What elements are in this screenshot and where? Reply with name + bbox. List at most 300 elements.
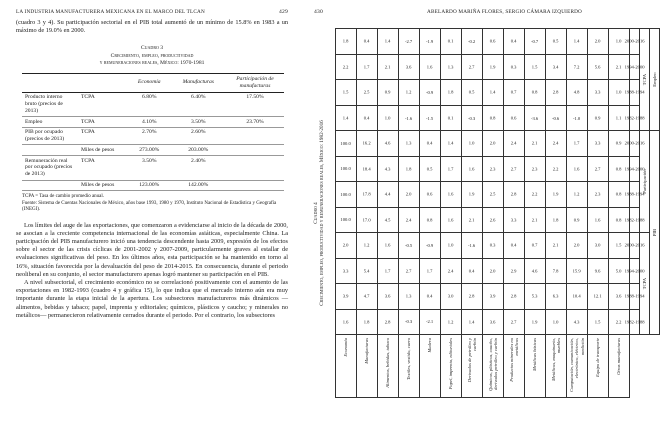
table-4-cell (441, 207, 462, 232)
cell-value: 3.9 (490, 293, 496, 299)
period-row (630, 29, 640, 398)
table-4-cell (546, 182, 567, 207)
cell-value: 1.4 (343, 115, 349, 121)
table-4-cell (462, 105, 483, 130)
table-4-cell (567, 131, 588, 156)
cell-value: 0.6 (490, 38, 496, 44)
table-3-caption (16, 45, 288, 67)
cell-value: 3.0 (448, 293, 454, 299)
table-3 (22, 73, 284, 191)
cell-value: 0.6 (511, 115, 517, 121)
table-4-cell (420, 309, 441, 334)
table-4-cell (399, 105, 420, 130)
cell-value: -0.2 (468, 38, 476, 44)
table-4-cell (546, 29, 567, 55)
table-4-cell (567, 309, 588, 334)
table-4-cell (378, 105, 399, 130)
table-4-cell (357, 29, 378, 55)
table-4-cell (399, 233, 420, 258)
table-4-cell (420, 258, 441, 283)
cell-value: 1.4 (385, 38, 391, 44)
table-4-cell (525, 233, 546, 258)
cell-economia: 273.00% (128, 145, 171, 156)
row-unit: Miles de pesos (78, 145, 128, 156)
table-4-cell (483, 29, 504, 55)
table-4-cell (357, 80, 378, 105)
table-4-row (525, 29, 546, 398)
cell-value: 0.9 (616, 140, 622, 146)
table-4-cell (336, 131, 357, 156)
table-4-cell (420, 207, 441, 232)
table-4-cell (336, 284, 357, 309)
table-4-cell (588, 54, 609, 79)
period-text: 1988-1994 (624, 293, 645, 299)
cell-value: 1.7 (448, 166, 454, 172)
table-4-cell (357, 131, 378, 156)
cell-value: 2.7 (511, 319, 517, 325)
sector-label: Derivados de petróleo y carbón (462, 335, 483, 398)
table-4-cell (504, 284, 525, 309)
table-4-cell (378, 80, 399, 105)
table-4-cell (378, 131, 399, 156)
cell-value: -0.6 (552, 115, 560, 121)
cell-value: 1.6 (574, 166, 580, 172)
cell-participacion (226, 145, 284, 156)
cell-value: 2.8 (385, 319, 391, 325)
cell-value: 17.8 (362, 191, 372, 197)
cell-value: 2.7 (406, 268, 412, 274)
table-4-cell (357, 207, 378, 232)
left-page (0, 0, 300, 431)
cell-value: 0.9 (574, 217, 580, 223)
sector-label: Madera (420, 335, 441, 398)
cell-value: 4.6 (532, 268, 538, 274)
table-4-cell (336, 29, 357, 55)
cell-value: -0.9 (426, 242, 434, 248)
cell-value: 0.4 (511, 242, 517, 248)
table-4-cell (588, 284, 609, 309)
col-header-economia: Economía (128, 74, 171, 93)
col-header-manufacturas: Manufacturas (171, 74, 226, 93)
cell-value: 1.9 (490, 64, 496, 70)
table-4-cell (483, 131, 504, 156)
period-label (624, 258, 645, 283)
cell-economia: 4.10% (128, 117, 171, 128)
cell-value: 1.4 (469, 319, 475, 325)
cell-value: 0.7 (511, 89, 517, 95)
row-unit: TCPA (78, 127, 128, 145)
table-4-cell (525, 182, 546, 207)
cell-value: 1.9 (469, 191, 475, 197)
table-4-rotated (313, 28, 657, 398)
cell-value: 1.7 (364, 64, 370, 70)
sector-label: Manufacturas (357, 335, 378, 398)
table-4-cell (546, 258, 567, 283)
row-label: Remuneración real por ocupado (precios de 2013) (22, 156, 78, 180)
table-4-cell (525, 156, 546, 181)
cell-value: 0.4 (427, 140, 433, 146)
cell-value: 5.6 (595, 64, 601, 70)
table-4-cell (399, 284, 420, 309)
period-text: 1994-2000 (624, 268, 645, 274)
cell-value: -1.9 (426, 38, 434, 44)
period-label (624, 182, 645, 207)
cell-value: 0.8 (616, 166, 622, 172)
cell-value: 1.0 (448, 242, 454, 248)
cell-value: 0.5 (427, 166, 433, 172)
table-4-cell (525, 54, 546, 79)
table-4-cell (336, 309, 357, 334)
cell-value: 2.2 (616, 319, 622, 325)
cell-participacion: 17.50% (226, 92, 284, 116)
table-4-cell (420, 80, 441, 105)
cell-value: 2.8 (511, 191, 517, 197)
table-4-cell (588, 29, 609, 55)
cell-value: 0.4 (427, 293, 433, 299)
cell-value: 1.8 (553, 217, 559, 223)
table-4-cell (420, 54, 441, 79)
super-group-row (650, 29, 660, 398)
period-text: 2000-2016 (624, 140, 645, 146)
table-4-cell (378, 156, 399, 181)
table-4-cell (567, 54, 588, 79)
cell-value: 4.6 (385, 140, 391, 146)
right-running-head (314, 9, 582, 15)
row-label: Empleo (22, 117, 78, 128)
table-4-cell (357, 284, 378, 309)
cell-value: 0.7 (532, 242, 538, 248)
table-4-cell (357, 54, 378, 79)
table-4-cell (399, 207, 420, 232)
cell-value: 3.6 (406, 64, 412, 70)
col-header (78, 74, 128, 93)
cell-value: 0.1 (448, 115, 454, 121)
table-4-cell (504, 182, 525, 207)
corner-cell (650, 335, 660, 398)
row-unit: TCPA (78, 92, 128, 116)
table-4-cell (462, 131, 483, 156)
table-4-cell (567, 80, 588, 105)
cell-value: 1.5 (532, 64, 538, 70)
cell-value: 1.6 (427, 64, 433, 70)
cell-value: 2.0 (406, 191, 412, 197)
row-label: Producto interno bruto (precios de 2013) (22, 92, 78, 116)
table-row (22, 117, 284, 128)
cell-value: 2.2 (553, 166, 559, 172)
cell-participacion: 23.70% (226, 117, 284, 128)
table-4-cell (336, 156, 357, 181)
cell-value: 15.9 (572, 268, 582, 274)
sector-label: Equipo de transporte (588, 335, 609, 398)
table-4-cell (483, 284, 504, 309)
table-3-notes (22, 194, 288, 213)
period-label (624, 284, 645, 309)
cell-value: 0.5 (469, 89, 475, 95)
cell-value: 4.4 (385, 191, 391, 197)
row-unit: TCPA (78, 156, 128, 180)
cell-value: 2.2 (343, 64, 349, 70)
cell-value: 3.0 (595, 242, 601, 248)
cell-value: 4.5 (385, 217, 391, 223)
table-4-row (357, 29, 378, 398)
table-4-cell (504, 131, 525, 156)
table-4-cell (546, 131, 567, 156)
table-row (22, 180, 284, 191)
cell-value: 18.4 (362, 166, 372, 172)
table-4-row (462, 29, 483, 398)
table-4-cell (420, 105, 441, 130)
period-label (624, 207, 645, 232)
cell-value: -1.5 (426, 115, 434, 121)
period-text: 2000-2016 (624, 38, 645, 44)
sector-label: Textiles, vestido, cuero (399, 335, 420, 398)
period-text: 1988-1994 (624, 89, 645, 95)
period-text: 1988-1994 (624, 191, 645, 197)
table-4-cell (378, 258, 399, 283)
body-paragraph: A nivel subsectorial, el crecimiento económico no se correlacionó positivamente con el aumento de las exportaciones en 1982-1993 (cuadro 4 y gráfica 15), lo que indica que el mercado interno aún era muy importante durante la etapa inicial de la apertura. Los subsectores manufactureros más dinámicos —alimentos, bebidas y tabaco; papel, imprenta y editoriales; químicos, plásticos y caucho; y minerales no metálicos— permanecieron relativamente cerrados durante el periodo. Por el contrario, los subsectores (16, 279, 288, 319)
cell-economia: 2.70% (128, 127, 171, 145)
cell-value: 2.8 (511, 293, 517, 299)
cell-value: 10.4 (572, 293, 582, 299)
table-4-cell (420, 131, 441, 156)
cell-value: 9.6 (595, 268, 601, 274)
cell-value: 2.0 (490, 140, 496, 146)
table-row (22, 145, 284, 156)
table-4-cell (336, 233, 357, 258)
period-label (624, 309, 645, 334)
cell-manufacturas: 203.00% (171, 145, 226, 156)
cell-value: -2.7 (405, 38, 413, 44)
super-group-label: PIB (650, 131, 660, 335)
cell-value: 3.3 (511, 217, 517, 223)
table-4-cell (546, 54, 567, 79)
table-4-cell (546, 105, 567, 130)
cell-value: 2.7 (595, 166, 601, 172)
table-4-cell (588, 207, 609, 232)
cell-value: 2.5 (364, 89, 370, 95)
table-4-cell (378, 233, 399, 258)
sector-label: Metálicas básicas (525, 335, 546, 398)
cell-value: 1.4 (490, 89, 496, 95)
table-4-title: Crecimiento, empleo, productividad y remuneraciones reales, México: 1982-2016 (319, 120, 326, 306)
table-4-cell (525, 309, 546, 334)
cell-value: 2.4 (553, 140, 559, 146)
table-4-cell (399, 309, 420, 334)
cell-value: -0.3 (405, 319, 413, 325)
period-label (624, 54, 645, 79)
cell-value: 5.0 (616, 268, 622, 274)
right-running-head-title: ABELARDO MARIÑA FLORES, SERGIO CÁMARA IZQUIERDO (427, 9, 582, 15)
table-4-cell (462, 309, 483, 334)
table-4-row (609, 29, 630, 398)
table-4-cell (567, 207, 588, 232)
table-4-cell (336, 105, 357, 130)
cell-value: 100.0 (340, 217, 352, 223)
table-4-cell (546, 207, 567, 232)
cell-value: 1.7 (574, 140, 580, 146)
table-3-title-line: Crecimiento, empleo, productividad (110, 52, 194, 59)
table-4-cell (588, 182, 609, 207)
table-row (22, 127, 284, 145)
sector-label: Productos minerales no metálicos (504, 335, 525, 398)
cell-value: 100.0 (340, 140, 352, 146)
table-3-header-row (22, 74, 284, 93)
table-4-cell (378, 207, 399, 232)
row-label (22, 180, 78, 191)
table-4-cell (588, 309, 609, 334)
cell-value: 7.8 (553, 268, 559, 274)
cell-value: 1.9 (532, 319, 538, 325)
cell-value: 2.0 (490, 268, 496, 274)
cell-value: 3.3 (595, 140, 601, 146)
cell-value: -3.6 (531, 115, 539, 121)
cell-value: 1.6 (448, 217, 454, 223)
cell-manufacturas: 2.40% (171, 156, 226, 180)
period-label (624, 233, 645, 258)
table-4-cell (441, 233, 462, 258)
table-4-cell (441, 156, 462, 181)
table-4-cell (462, 258, 483, 283)
cell-value: 0.3 (490, 242, 496, 248)
table-3-body (22, 92, 284, 191)
cell-value: 1.7 (427, 268, 433, 274)
period-text: 1982-1988 (624, 115, 645, 121)
cell-value: 2.4 (511, 140, 517, 146)
cell-value: 2.8 (469, 293, 475, 299)
table-4-cell (504, 54, 525, 79)
table-4-cell (420, 182, 441, 207)
cell-value: 7.2 (574, 64, 580, 70)
corner-cell (630, 335, 640, 398)
table-4-cell (567, 182, 588, 207)
table-4-cell (357, 156, 378, 181)
period-text: 1994-2000 (624, 166, 645, 172)
table-4-cell (504, 207, 525, 232)
table-4-cell (336, 258, 357, 283)
cell-value: 2.1 (469, 217, 475, 223)
table-4-row (399, 29, 420, 398)
cell-value: 0.9 (595, 115, 601, 121)
table-4-cell (525, 207, 546, 232)
table-4-cell (441, 105, 462, 130)
cell-value: 1.0 (469, 140, 475, 146)
cell-value: 2.4 (448, 268, 454, 274)
row-unit: TCPA (78, 117, 128, 128)
cell-value: 0.4 (511, 38, 517, 44)
table-4-row (420, 29, 441, 398)
cell-value: 2.2 (532, 191, 538, 197)
period-text: 1982-1988 (624, 319, 645, 325)
table-4-cell (483, 309, 504, 334)
table-4-cell (483, 258, 504, 283)
table-4-cell (441, 29, 462, 55)
cell-value: 2.3 (595, 191, 601, 197)
table-4-cell (420, 156, 441, 181)
left-running-head-title: LA INDUSTRIA MANUFACTURERA MEXICANA EN EL MARCO DEL TLCAN (16, 9, 205, 15)
cell-value: 0.8 (616, 191, 622, 197)
right-page-number: 430 (314, 9, 323, 15)
table-4-row (441, 29, 462, 398)
table-4-cell (588, 80, 609, 105)
table-3-title-line: y remuneraciones reales, México: 1970-1981 (99, 59, 205, 66)
cell-value: 12.1 (593, 293, 603, 299)
cell-value: -2.1 (426, 319, 434, 325)
cell-value: 2.9 (511, 268, 517, 274)
cell-value: 1.5 (343, 89, 349, 95)
table-4-cell (336, 207, 357, 232)
table-4-cell (420, 284, 441, 309)
cell-value: 2.5 (490, 191, 496, 197)
cell-value: 2.1 (532, 140, 538, 146)
cell-value: 3.6 (490, 319, 496, 325)
cell-value: 4.3 (385, 166, 391, 172)
cell-value: -1.6 (468, 242, 476, 248)
cell-value: 2.0 (574, 242, 580, 248)
cell-value: 1.0 (616, 38, 622, 44)
table-4-cell (567, 105, 588, 130)
cell-value: 3.9 (343, 293, 349, 299)
cell-value: 0.9 (385, 89, 391, 95)
table-4-cell (483, 156, 504, 181)
cell-value: 1.2 (364, 242, 370, 248)
cell-value: 1.6 (448, 191, 454, 197)
table-4-row (336, 29, 357, 398)
cell-value: 1.8 (343, 38, 349, 44)
period-label (624, 131, 645, 156)
table-4-cell (546, 233, 567, 258)
table-4-cell (441, 309, 462, 334)
cell-value: 16.2 (362, 140, 372, 146)
sector-label: Metálicos, maquinaria, muebles (546, 335, 567, 398)
table-4-cell (357, 233, 378, 258)
table-3-note: TCPA = Tasa de cambio promedio anual. (22, 194, 105, 200)
cell-value: 4.8 (574, 89, 580, 95)
cell-value: 2.7 (511, 166, 517, 172)
cell-value: 2.7 (469, 64, 475, 70)
cell-value: 2.8 (553, 89, 559, 95)
table-4-cell (483, 233, 504, 258)
table-4-cell (336, 80, 357, 105)
cell-value: 0.4 (364, 115, 370, 121)
cell-value: 1.8 (448, 89, 454, 95)
table-4-cell (504, 233, 525, 258)
cell-economia: 3.50% (128, 156, 171, 180)
table-4-cell (441, 258, 462, 283)
cell-manufacturas: 3.50% (171, 117, 226, 128)
cell-participacion (226, 156, 284, 180)
cell-value: 1.0 (553, 319, 559, 325)
table-4-cell (378, 309, 399, 334)
table-4-row (567, 29, 588, 398)
cell-value: 1.3 (406, 293, 412, 299)
table-4-cell (420, 233, 441, 258)
period-text: 1982-1988 (624, 217, 645, 223)
cell-value: 1.3 (406, 140, 412, 146)
table-4-cell (483, 105, 504, 130)
table-4-cell (525, 131, 546, 156)
cell-value: 2.1 (385, 64, 391, 70)
cell-manufacturas: 2.60% (171, 127, 226, 145)
table-4-cell (462, 207, 483, 232)
table-4-cell (462, 284, 483, 309)
cell-value: 1.9 (553, 191, 559, 197)
cell-value: 3.6 (385, 293, 391, 299)
table-4-cell (504, 309, 525, 334)
table-4-cell (504, 105, 525, 130)
cell-value: 2.1 (553, 242, 559, 248)
table-4-row (483, 29, 504, 398)
cell-manufacturas: 6.40% (171, 92, 226, 116)
